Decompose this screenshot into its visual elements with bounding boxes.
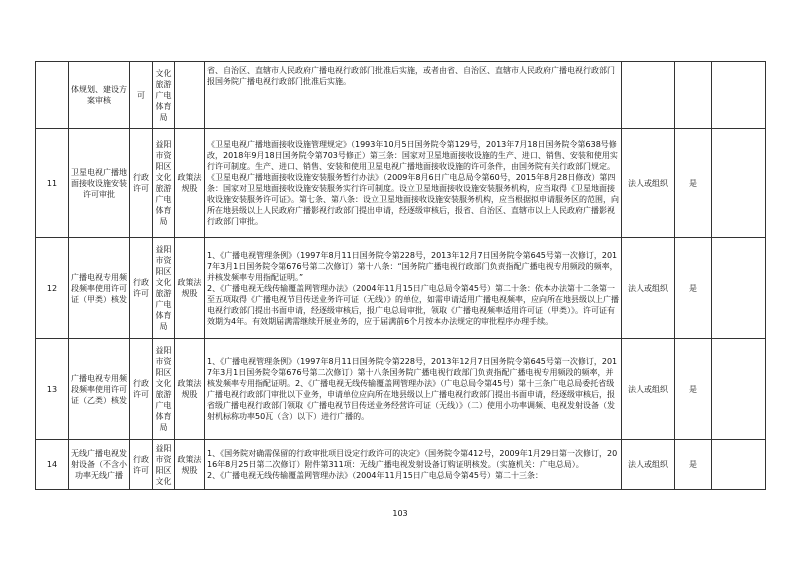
legal-basis-text: 1、《广播电视管理条例》（1997年8月11日国务院令第228号，2013年12月7日国务院令第645号第一次修订，2017年3月1日国务院令第676号第二次修订）第十八条国务院广播电视行政部门负责指配广播电视专用频段的频率，并核发频率专用指配证明。2、《广播电视无线传输覆盖网管理办法》（广电总局令第45号）第十三条广电总局委托省级广播电视行政部门审批以下业务，申请单位应向所在地县级以上广播电视行政部门提出书面申请，经逐级审核后，报省级广播电视行政部门领取《广播电视节目传送业务经营许可证（无线）》（二）使用小功率调频、电视发射设备（发射机标称功率50瓦（含）以下）进行广播的。 [207,357,618,421]
division: 政策法规股 [175,129,205,238]
division: 政策法规股 [175,339,205,440]
table-row [36,129,766,238]
legal-basis [205,339,622,440]
department: 益阳市资阳区文化旅游广电体育局 [153,129,175,238]
row-number [36,62,69,129]
row-number: 14 [36,440,69,490]
remarks [712,62,766,129]
remarks [712,238,766,339]
legal-basis [205,238,622,339]
department: 益阳市资阳区文化 [153,440,175,490]
division: 政策法规股 [175,238,205,339]
item-type: 行政许可 [130,129,153,238]
is-applicable: 是 [675,440,712,490]
table-row [36,238,766,339]
department: 益阳市资阳区文化旅游广电体育局 [153,238,175,339]
item-type: 行政许可 [130,339,153,440]
subject: 法人或组织 [622,339,675,440]
department: 益阳市资阳区文化旅游广电体育局 [153,339,175,440]
legal-basis-text: 1、《广播电视管理条例》（1997年8月11日国务院令第228号，2013年12月7日国务院令第645号第一次修订，2017年3月1日国务院令第676号第二次修订）第十八条：“国务院广播电视行政部门负责指配广播电视专用频段的频率，并核发频率专用指配证明。” 2、《广播电视无线传输覆盖网管理办法》（2004年11月15日广电总局令第45号）第二十条：依本办法第十二条第一至五项取得《广播电视节目传送业务许可证（无线）》的单位，如需申请适用广播电视频率，应向所在地县级以上广播电视行政部门提出书面申请，经逐级审核后，报广电总局审批，领取《广播电视频率适用许可证（甲类）》。许可证有效期为4年。有效期届满需继续开展业务的，应于届满前6个月按本办法规定的审批程序办理手续。 [207,250,619,326]
division: 政策法规股 [175,440,205,490]
item-type: 行政许可 [130,440,153,490]
is-applicable: 是 [675,339,712,440]
legal-basis-text: 《卫星电视广播地面接收设施管理规定》（1993年10月5日国务院令第129号，2013年7月18日国务院令第638号修改，2018年9月18日国务院令第703号修正）第三条：国家对卫星地面接收设施的生产、进口、销售、安装和使用实行许可制度。生产、进口、销售、安装和使用卫星电视广播地面接收设施的许可条件，由国务院有关行政部门规定。《卫星电视广播地面接收设施安装服务暂行办法》（2009年8月6日广电总局令第60号，2015年8月28日修改）第四条：国家对卫星地面接收设施安装服务实行许可制度。设立卫星地面接收设施安装服务机构，应当取得《卫星地面接收设施安装服务许可证》。第七条、第八条：设立卫星地面接收设施安装服务机构，应当根据拟申请服务区的范围，向所在地县级以上人民政府广播影视行政部门提出申请，经逐级审核后，报省、自治区、直辖市以上人民政府广播影视行政部门审批。 [207,140,619,226]
is-applicable [675,62,712,129]
table-row [36,62,766,129]
item-name: 体规划、建设方案审核 [69,62,130,129]
legal-basis-text: 1、《国务院对确需保留的行政审批项目设定行政许可的决定》（国务院令第412号，2009年1月29日第一次修订，2016年8月25日第二次修订）附件第311项：无线广播电视发射设备订购证明核发。（实施机关：广电总局）。 2、《广播电视无线传输覆盖网管理办法》（2004年11月15日广电总局令第45号）第二十三条： [207,449,618,480]
remarks [712,129,766,238]
item-name: 卫星电视广播地面接收设施安装许可审批 [69,129,130,238]
row-number: 12 [36,238,69,339]
item-name: 广播电视专用频段频率使用许可证（甲类）核发 [69,238,130,339]
department: 文化旅游广电体育局 [153,62,175,129]
subject [622,62,675,129]
item-type: 行政许可 [130,238,153,339]
subject: 法人或组织 [622,238,675,339]
division [175,62,205,129]
item-name: 无线广播电视发射设备（不含小功率无线广播 [69,440,130,490]
item-type: 可 [130,62,153,129]
legal-basis [205,440,622,490]
legal-basis [205,62,622,129]
is-applicable: 是 [675,238,712,339]
table-row [36,440,766,490]
item-name: 广播电视专用频段频率使用许可证（乙类）核发 [69,339,130,440]
subject: 法人或组织 [622,440,675,490]
page-number: 103 [392,509,408,518]
subject: 法人或组织 [622,129,675,238]
legal-basis [205,129,622,238]
legal-basis-text: 省、自治区、直辖市人民政府广播电视行政部门批准后实施，或者由省、自治区、直辖市人民政府广播电视行政部门报国务院广播电视行政部门批准后实施。 [207,66,615,86]
row-number: 11 [36,129,69,238]
is-applicable: 是 [675,129,712,238]
table-row [36,339,766,440]
remarks [712,339,766,440]
remarks [712,440,766,490]
authority-table [35,61,766,490]
row-number: 13 [36,339,69,440]
